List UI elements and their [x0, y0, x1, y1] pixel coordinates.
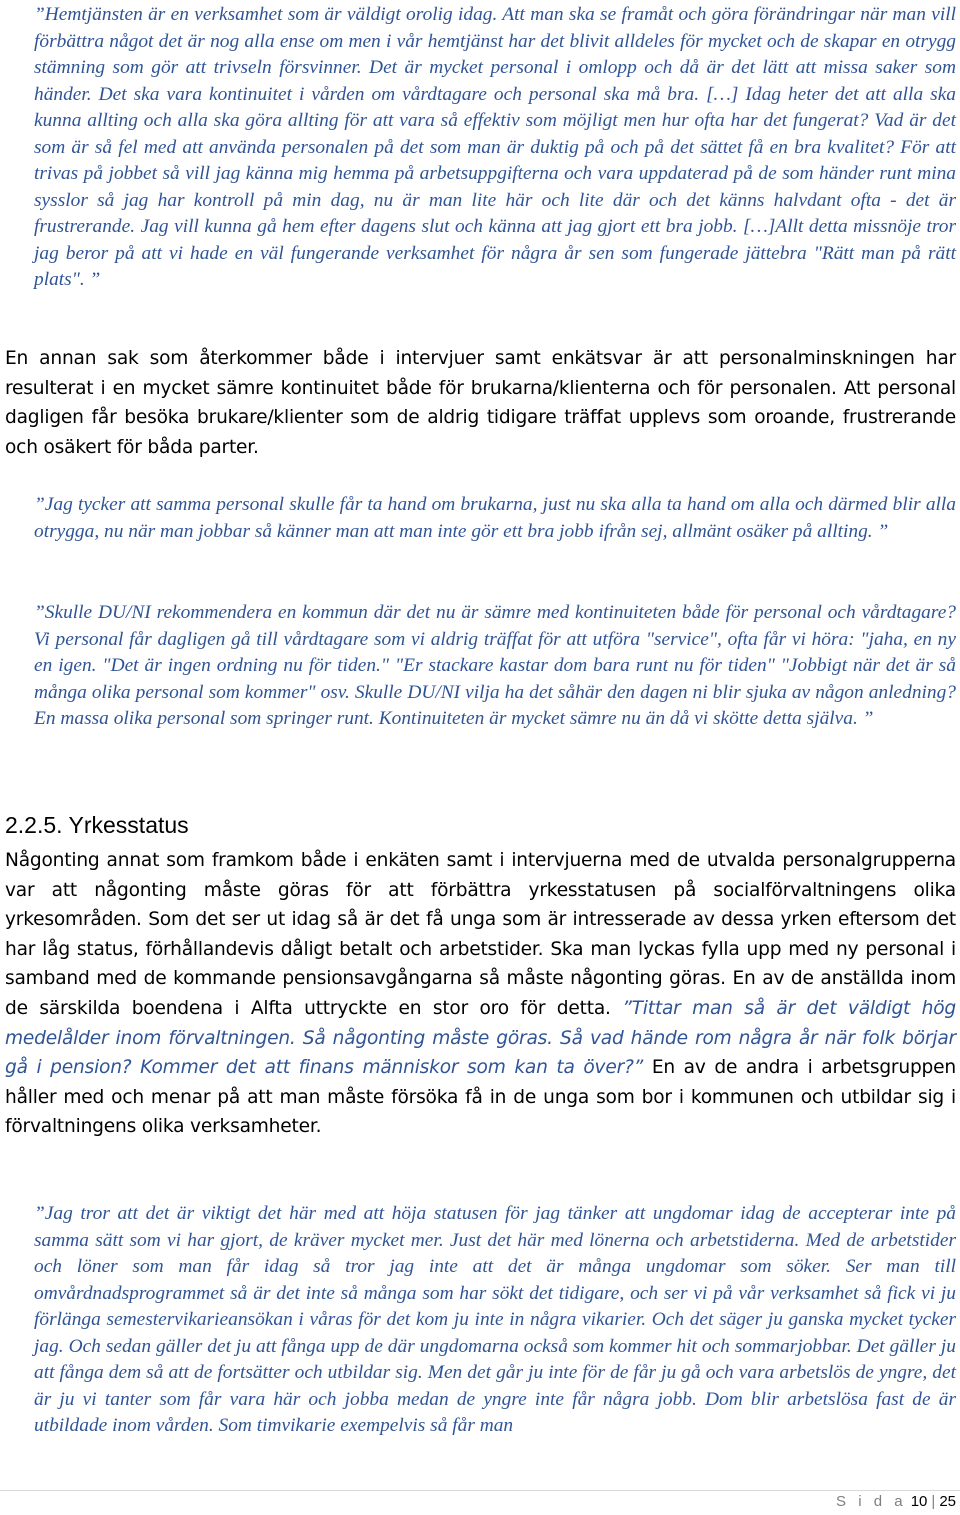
interview-quote-status: ”Jag tror att det är viktigt det här med att höja statusen för jag tänker att ungdomar idag de accepterar inte på samma sätt som vi har gjort, de kräver mycket mer. Just det här med lönerna och arbetstiderna. Med de arbetstider och löner som man får idag så tror jag inte att det är många ungdomar som söker. Ser man till omvårdnadsprogrammet så är det inte så många som har sökt det tidigare, och ser vi på vår verksamhet så fick vi ju förlänga semestervikarieansökan i våras för det kom ju inte in några vikarier. Och det säger ju ganska mycket tycker jag. Och sedan gäller det ju att fånga upp de där ungdomarna också som kommer hit och sommarjobbar. Det gäller ju att fånga dem så att de fortsätter och utbildar sig. Men det går ju inte för de får ju gå och vara arbetslös de yngre, det är ju vi tanter som får vara här och jobba medan de yngre inte får några jobb. Dom blir arbetslösa fast de är utbildade inom vården. Som timvikarie exempelvis så får man — [34, 1203, 956, 1436]
section-heading: 2.2.5. Yrkesstatus — [5, 812, 189, 838]
footer-page-total: 25 — [939, 1493, 956, 1510]
paragraph-text-before-quote: Någonting annat som framkom både i enkäten samt i intervjuerna med de utvalda personalgrupperna var att någonting måste göras för att förbättra yrkesstatusen på socialförvaltningens olika yrkesområden. Som det ser ut idag så är det få unga som är intresserade av dessa yrken eftersom det har låg status, förhållandevis dåligt betalt och arbetstider. Ska man lyckas fylla upp med ny personal i samband med de kommande pensionsavgångarna så måste någonting göras. En av de anställda inom de särskilda boendena i Alfta uttryckte en stor oro för detta. — [5, 850, 956, 1019]
footer-separator: | — [931, 1493, 936, 1510]
body-paragraph-yrkesstatus — [5, 846, 956, 1142]
footer-page-label: S i d a — [836, 1493, 907, 1510]
paragraph-text-after-quote: En av de andra i arbetsgruppen håller med och menar på att man måste försöka få in de unga som bor i kommunen och utbildar sig i förvaltningens olika verksamheter. — [5, 1057, 956, 1138]
interview-quote-hemtjanst: ”Hemtjänsten är en verksamhet som är väldigt orolig idag. Att man ska se framåt och göra förändringar när man vill förbättra något det är nog alla ense om men i vår hemtjänst har det blivit alldeles för mycket och de skapar en otrygg stämning som gör att trivseln försvinner. Det är mycket personal i omlopp och då är det lätt att missa saker som händer. Det ska vara kontinuitet i vården om vårdtagare och personal ska må bra. […] Idag heter det att alla ska kunna allting och alla ska göra allting för att vara så effektiv som möjligt men hur ofta har det fungerat? Vad är det som är så fel med att använda personalen på det som man är duktig på och på det sättet få en bra kvalitet? För att trivas på jobbet så vill jag känna mig hemma på arbetsuppgifterna och vara uppdaterad på de som händer runt mina sysslor så jag har kontroll på min dag, nu är man lite här och lite där och det känns halvdant ofta - det är frustrerande. Jag vill kunna gå hem efter dagens slut och känna att jag gjort ett bra jobb. […]Allt detta missnöje tror jag beror på att vi hade en väl fungerande verksamhet för några år sen som fungerade jättebra "Rätt man på rätt plats". ” — [34, 4, 956, 290]
interview-quote-rekommendera: ”Skulle DU/NI rekommendera en kommun där det nu är sämre med kontinuiteten både för personal och vårdtagare? Vi personal får dagligen gå till vårdtagare som vi aldrig träffat för att utföra "service", ofta får vi höra: "jaha, en ny en igen. "Det är ingen ordning nu för tiden." "Er stackare kastar dom bara runt nu för tiden" "Jobbigt när det är så många olika personal som kommer" osv. Skulle DU/NI vilja ha det såhär den dagen ni blir sjuka av någon anledning? En massa olika personal som springer runt. Kontinuiteten är mycket sämre nu än då vi skötte detta själva. ” — [34, 602, 956, 729]
page-footer — [836, 1493, 956, 1510]
footer-page-number: 10 — [910, 1493, 928, 1510]
interview-quote-samma-personal: ”Jag tycker att samma personal skulle får ta hand om brukarna, just nu ska alla ta hand om alla och därmed blir alla otrygga, nu när man jobbar så känner man att man inte gör ett bra jobb ifrån sej, allmänt osäker på allting. ” — [34, 494, 956, 542]
inline-quote: ”Tittar man så är det väldigt hög medelålder inom förvaltningen. Så någonting måste göras. Så vad hände rom några år när folk börjar gå i pension? Kommer det att finans människor som kan ta över?” — [5, 997, 956, 1079]
body-paragraph-kontinuitet: En annan sak som återkommer både i intervjuer samt enkätsvar är att personalminskningen har resulterat i en mycket sämre kontinuitet både för brukarna/klienterna och för personalen. Att personal dagligen får besöka brukare/klienter som de aldrig tidigare träffat upplevs som oroande, frustrerande och osäkert för båda parter. — [5, 348, 956, 458]
footer-divider — [0, 1490, 960, 1491]
